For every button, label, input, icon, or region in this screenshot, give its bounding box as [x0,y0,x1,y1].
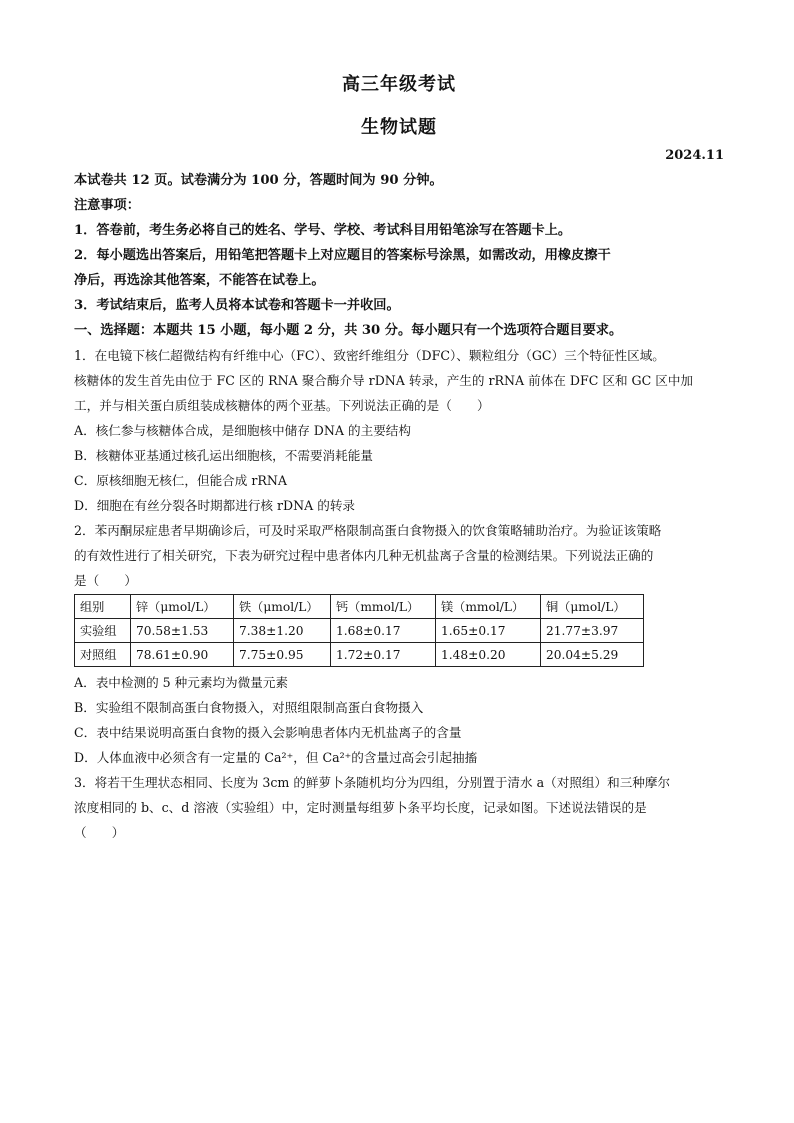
notice-item-3: 3．考试结束后，监考人员将本试卷和答题卡一并收回。 [74,298,400,313]
q3-stem-line-1: 3．将若干生理状态相同、长度为 3cm 的鲜萝卜条随机均分为四组，分别置于清水 a（对照组）和三种摩尔 [74,775,671,790]
section-heading: 一、选择题：本题共 15 小题，每小题 2 分，共 30 分。每小题只有一个选项符合题目要求。 [74,323,623,338]
table-cell: 1.65±0.17 [436,619,541,643]
table-cell: 20.04±5.29 [541,643,644,667]
q2-option-d: D．人体血液中必须含有一定量的 Ca²⁺，但 Ca²⁺的含量过高会引起抽搐 [74,750,478,765]
q2-option-a: A．表中检测的 5 种元素均为微量元素 [74,675,289,690]
table-row [75,643,644,667]
q2-stem-line-1: 2．苯丙酮尿症患者早期确诊后，可及时采取严格限制高蛋白食物摄入的饮食策略辅助治疗。为验证该策略 [74,523,662,538]
q2-stem-line-3: 是（ ） [74,573,137,588]
q1-stem-line-2: 核糖体的发生首先由位于 FC 区的 RNA 聚合酶介导 rDNA 转录，产生的 rRNA 前体在 DFC 区和 GC 区中加 [74,373,694,388]
ion-content-table [74,594,644,667]
exam-date: 2024.11 [665,148,724,163]
table-cell: 1.72±0.17 [331,643,436,667]
table-header-cell: 钙（mmol/L） [331,595,436,619]
notice-heading: 注意事项： [74,198,140,213]
table-cell: 1.48±0.20 [436,643,541,667]
table-header-cell: 组别 [75,595,131,619]
table-cell: 78.61±0.90 [131,643,234,667]
table-header-cell: 镁（mmol/L） [436,595,541,619]
notice-item-2b: 净后，再选涂其他答案，不能答在试卷上。 [74,273,325,288]
notice-item-2a: 2．每小题选出答案后，用铅笔把答题卡上对应题目的答案标号涂黑，如需改动，用橡皮擦干 [74,248,611,263]
table-cell: 1.68±0.17 [331,619,436,643]
table-cell: 21.77±3.97 [541,619,644,643]
table-cell: 7.38±1.20 [234,619,331,643]
q2-stem-line-2: 的有效性进行了相关研究，下表为研究过程中患者体内几种无机盐离子含量的检测结果。下列说法正确的 [74,548,654,563]
notice-item-1: 1．答卷前，考生务必将自己的姓名、学号、学校、考试科目用铅笔涂写在答题卡上。 [74,223,572,238]
exam-title: 高三年级考试 [342,74,456,95]
q1-option-c: C．原核细胞无核仁，但能合成 rRNA [74,473,287,488]
table-header-cell: 铜（μmol/L） [541,595,644,619]
table-cell: 7.75±0.95 [234,643,331,667]
q1-option-b: B．核糖体亚基通过核孔运出细胞核，不需要消耗能量 [74,448,373,463]
q3-stem-line-2: 浓度相同的 b、c、d 溶液（实验组）中，定时测量每组萝卜条平均长度，记录如图。下述说法错误的是 [74,800,647,815]
q1-stem-line-3: 工，并与相关蛋白质组装成核糖体的两个亚基。下列说法正确的是（ ） [74,398,490,413]
table-header-cell: 铁（μmol/L） [234,595,331,619]
table-cell: 70.58±1.53 [131,619,234,643]
table-row [75,619,644,643]
q2-option-b: B．实验组不限制高蛋白食物摄入，对照组限制高蛋白食物摄入 [74,700,424,715]
exam-subject: 生物试题 [361,117,437,138]
q1-option-d: D．细胞在有丝分裂各时期都进行核 rDNA 的转录 [74,498,356,513]
q3-stem-line-3: （ ） [74,825,125,840]
q1-stem-line-1: 1．在电镜下核仁超微结构有纤维中心（FC）、致密纤维组分（DFC）、颗粒组分（GC）三个特征性区域。 [74,348,665,363]
table-cell: 对照组 [75,643,131,667]
table-header-cell: 锌（μmol/L） [131,595,234,619]
table-header-row [75,595,644,619]
table-cell: 实验组 [75,619,131,643]
q1-option-a: A．核仁参与核糖体合成，是细胞核中储存 DNA 的主要结构 [74,423,411,438]
q2-option-c: C．表中结果说明高蛋白食物的摄入会影响患者体内无机盐离子的含量 [74,725,462,740]
intro-text: 本试卷共 12 页。试卷满分为 100 分，答题时间为 90 分钟。 [74,173,443,188]
